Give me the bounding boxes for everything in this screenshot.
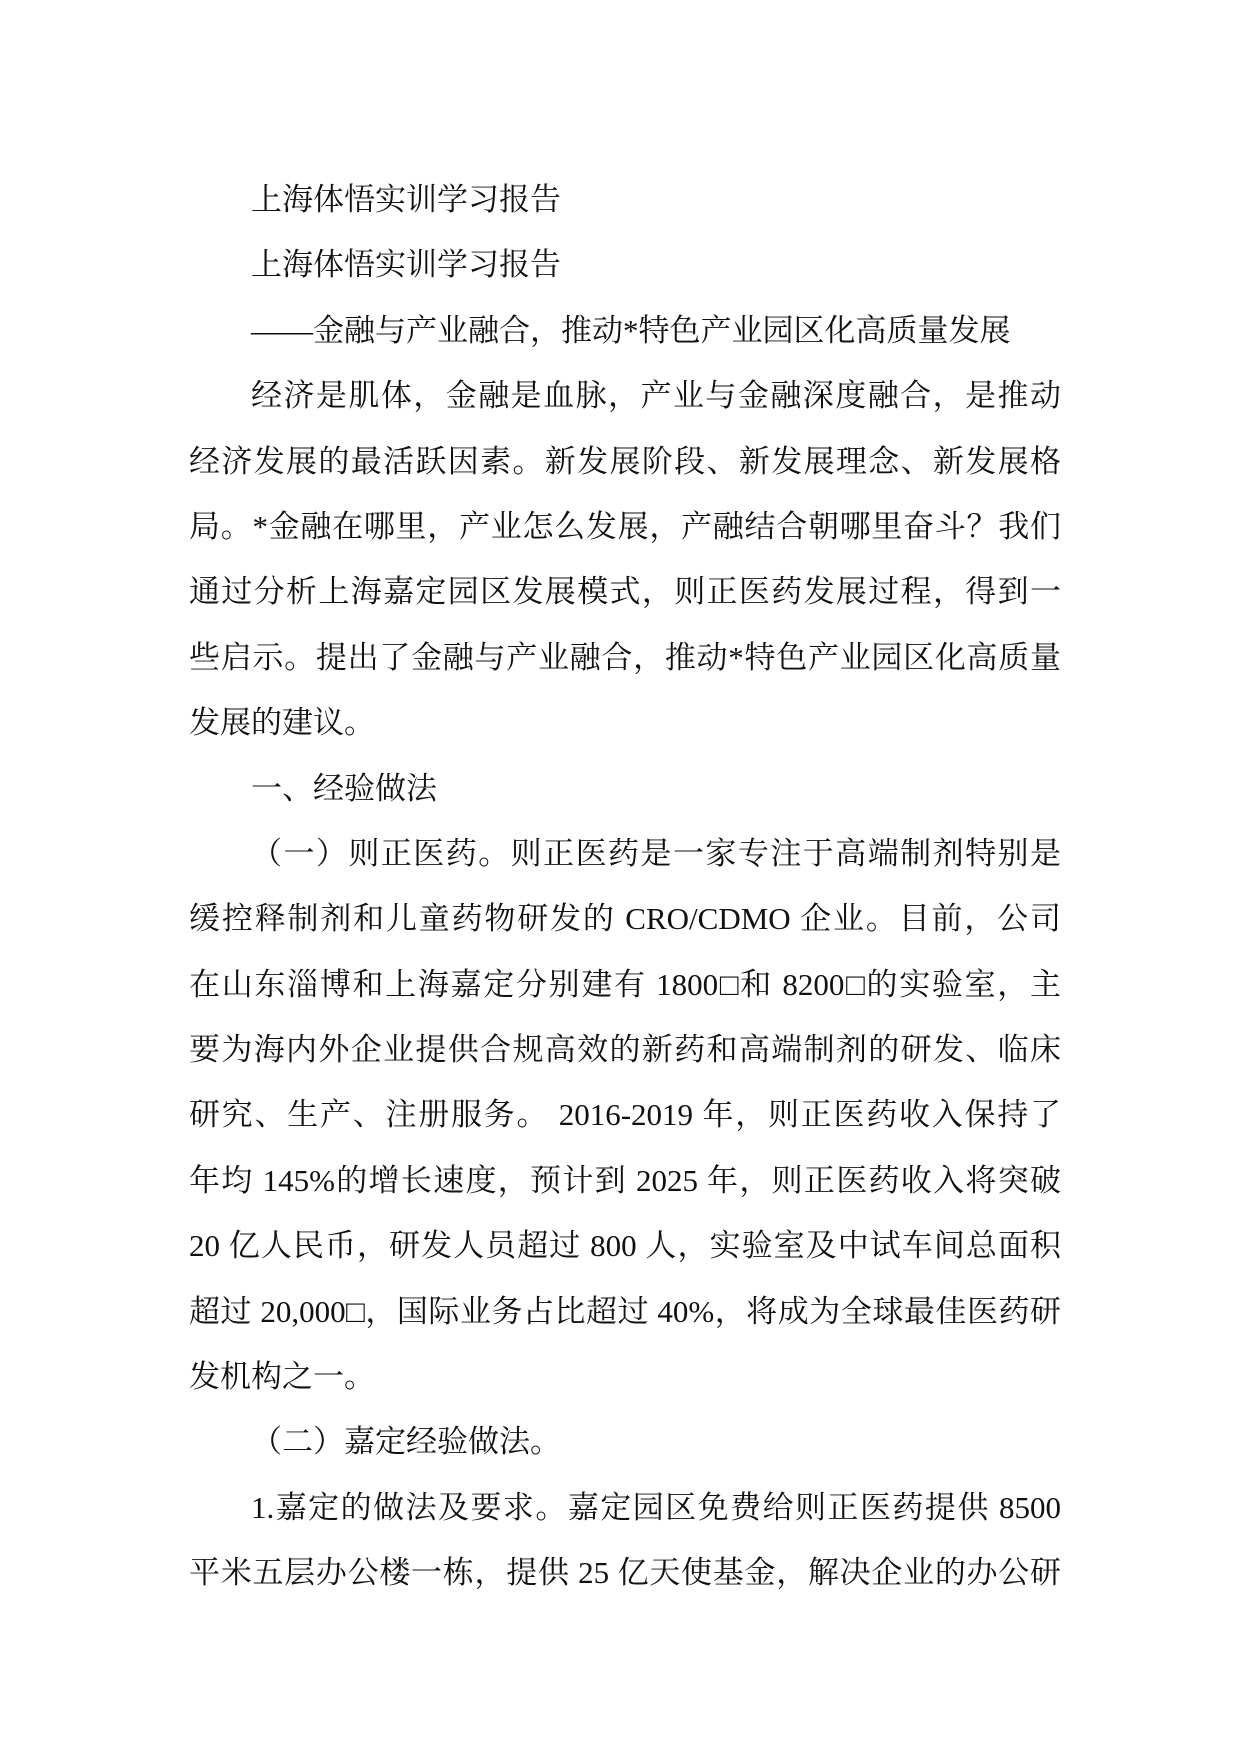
document-title: 上海体悟实训学习报告 — [251, 182, 561, 217]
subsection-heading: （二）嘉定经验做法。 — [251, 1424, 561, 1460]
subsection-paragraph — [189, 821, 1061, 1410]
paragraph-line: 通过分析上海嘉定园区发展模式，则正医药发展过程，得到一 — [189, 574, 1061, 610]
paragraph-line: 缓控释制剂和儿童药物研发的 CRO/CDMO 企业。目前，公司 — [189, 901, 1061, 937]
item-paragraph — [189, 1475, 1061, 1606]
paragraph-line: （一）则正医药。则正医药是一家专注于高端制剂特别是 — [251, 835, 1061, 871]
paragraph-line: 超过 20,000□，国际业务占比超过 40%，将成为全球最佳医药研 — [189, 1293, 1061, 1329]
document-page — [189, 167, 1061, 1606]
paragraph-line: 年均 145%的增长速度，预计到 2025 年，则正医药收入将突破 — [189, 1162, 1061, 1198]
document-subtitle: ——金融与产业融合，推动*特色产业园区化高质量发展 — [251, 312, 1011, 348]
intro-paragraph — [189, 363, 1061, 755]
paragraph-line: 发机构之一。 — [189, 1359, 375, 1395]
paragraph-line: 20 亿人民币，研发人员超过 800 人，实验室及中试车间总面积 — [189, 1228, 1061, 1264]
paragraph-line: 在山东淄博和上海嘉定分别建有 1800□和 8200□的实验室，主 — [189, 966, 1061, 1002]
section-heading: 一、经验做法 — [251, 770, 437, 806]
paragraph-line: 经济是肌体，金融是血脉，产业与金融深度融合，是推动 — [251, 378, 1061, 414]
paragraph-line: 1.嘉定的做法及要求。嘉定园区免费给则正医药提供 8500 — [251, 1489, 1061, 1525]
paragraph-line: 要为海内外企业提供合规高效的新药和高端制剂的研发、临床 — [189, 1032, 1061, 1068]
paragraph-line: 研究、生产、注册服务。 2016-2019 年，则正医药收入保持了 — [189, 1097, 1061, 1133]
document-title-repeat: 上海体悟实训学习报告 — [251, 247, 561, 283]
paragraph-line: 平米五层办公楼一栋，提供 25 亿天使基金，解决企业的办公研 — [189, 1555, 1061, 1591]
paragraph-line: 发展的建议。 — [189, 705, 375, 741]
paragraph-line: 经济发展的最活跃因素。新发展阶段、新发展理念、新发展格 — [189, 443, 1061, 479]
paragraph-line: 局。*金融在哪里，产业怎么发展，产融结合朝哪里奋斗？我们 — [189, 508, 1061, 544]
paragraph-line: 些启示。提出了金融与产业融合，推动*特色产业园区化高质量 — [189, 639, 1061, 675]
